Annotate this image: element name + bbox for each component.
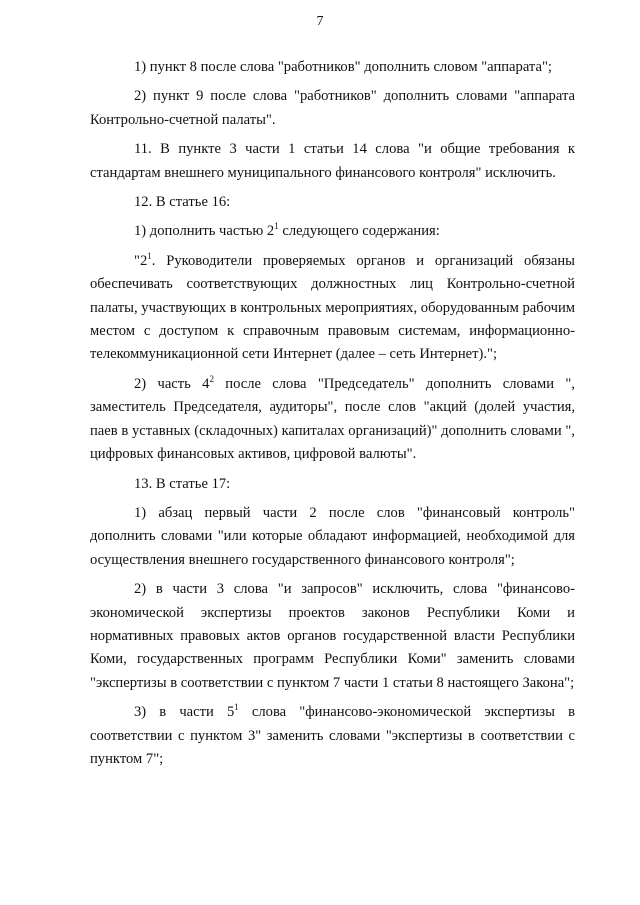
paragraph-add-part-2-1: 1) дополнить частью $2^1$ следующего содержания: xyxy=(134,221,440,240)
paragraph-amend-item-8: 1) пункт 8 после слова "работников" дополнить словом "аппарата"; xyxy=(134,59,552,75)
paragraph-article-17-item-2: 2) в части 3 слова "и запросов" исключить, слова "финансово-экономической экспертизы проектов законов Республики Коми и нормативных правовых актов органов государственной власти Республики Коми, государственных программ Республики Коми" заменить словами "экспертизы в соответствии с пунктом 7 части 1 статьи 8 настоящего Закона"; xyxy=(90,581,575,691)
paragraph-part-2-1-text: "$2^1$. Руководители проверяемых органов и организаций обязаны обеспечивать соответствующих должностных лиц Контрольно-счетной палаты, участвующих в контрольных мероприятиях, оборудованным рабочим местом с доступом к справочным правовым системам, информационно-телекоммуникационной сети Интернет (далее – сеть Интернет)."; xyxy=(90,250,575,363)
paragraph-amend-item-9: 2) пункт 9 после слова "работников" дополнить словами "аппарата Контрольно-счетной палаты". xyxy=(90,88,575,128)
document-body xyxy=(90,56,575,777)
paragraph-part-4-2: 2) часть $4^2$ после слова "Председатель" дополнить словами ", заместитель Председателя, аудиторы", после слов "акций (долей участия, паев в уставных (складочных) капиталах организаций)" дополнить словами ", цифровых финансовых активов, цифровой валюты". xyxy=(90,373,575,463)
paragraph-article-16-heading: 12. В статье 16: xyxy=(134,194,231,211)
paragraph-article-17-item-1: 1) абзац первый части 2 после слов "финансовый контроль" дополнить словами "или которые обладают информацией, необходимой для осуществления внешнего государственного финансового контроля"; xyxy=(90,504,575,568)
paragraph-article-17-heading: 13. В статье 17: xyxy=(134,475,231,492)
paragraph-article-14: 11. В пункте 3 части 1 статьи 14 слова "и общие требования к стандартам внешнего муниципального финансового контроля" исключить. xyxy=(90,141,575,181)
page-number: 7 xyxy=(316,14,324,29)
paragraph-article-17-item-3: 3) в части $5^1$ слова "финансово-экономической экспертизы в соответствии с пунктом 3" заменить словами "экспертизы в соответствии с пунктом 7"; xyxy=(90,702,575,767)
